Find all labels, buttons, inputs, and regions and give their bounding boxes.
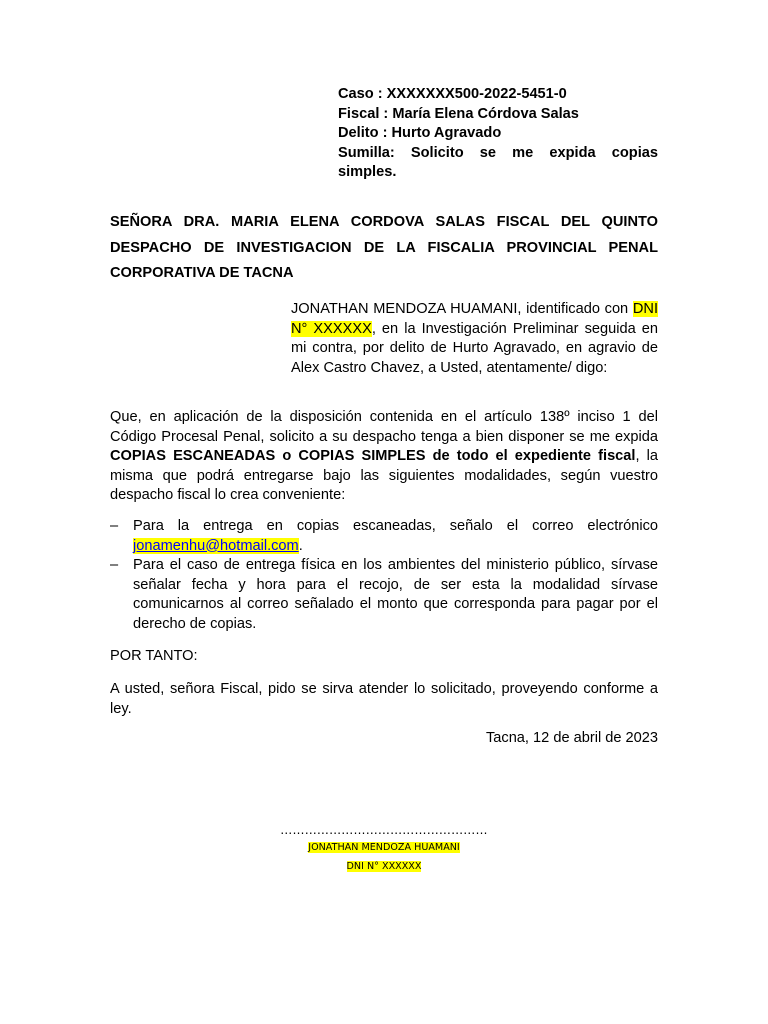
list-dash: –: [110, 557, 119, 573]
signature-line: ……………………………………………: [280, 823, 488, 837]
intro-text-2: , en la Investigación Preliminar seguida en mi contra, por delito de Hurto Agravado, en agravio de Alex Castro Chavez, a Usted, atentamente/ digo:: [291, 320, 658, 376]
signer-dni: DNI N° XXXXXX: [346, 861, 422, 872]
list-dash: –: [110, 518, 119, 534]
request-bold: COPIAS ESCANEADAS o COPIAS SIMPLES de todo el expediente fiscal: [110, 448, 636, 464]
email-link[interactable]: jonamenhu@hotmail.com: [133, 537, 299, 554]
addressee: SEÑORA DRA. MARIA ELENA CORDOVA SALAS FISCAL DEL QUINTO DESPACHO DE INVESTIGACION DE LA FISCALIA PROVINCIAL PENAL CORPORATIVA DE TACNA: [110, 214, 658, 281]
case-header: [338, 85, 658, 183]
por-tanto: POR TANTO:: [110, 648, 198, 664]
request-paragraph: [110, 408, 658, 506]
intro-text-1: JONATHAN MENDOZA HUAMANI, identificado con: [291, 301, 633, 317]
closing-paragraph: A usted, señora Fiscal, pido se sirva atender lo solicitado, proveyendo conforme a ley.: [110, 681, 658, 717]
document-date: Tacna, 12 de abril de 2023: [485, 730, 658, 746]
prosecutor-name: Fiscal : María Elena Córdova Salas: [338, 105, 579, 122]
summary: Sumilla: Solicito se me expida copias simples.: [338, 144, 658, 180]
list-item-text: Para el caso de entrega física en los ambientes del ministerio público, sírvase señalar fecha y hora para el recojo, de ser esta la modalidad sírvase comunicarnos al correo señalado el monto que corresponda para pagar por el derecho de copias.: [133, 557, 658, 632]
dni-highlight: DNI N° XXXXXX: [291, 301, 658, 337]
list-item-text: Para la entrega en copias escaneadas, señalo el correo electrónico: [133, 518, 658, 534]
list-item: [110, 517, 658, 556]
crime-type: Delito : Hurto Agravado: [338, 125, 502, 141]
list-item-end: .: [298, 537, 303, 554]
case-number: Caso : XXXXXXX500-2022-5451-0: [338, 86, 567, 102]
request-text-1: Que, en aplicación de la disposición contenida en el artículo 138º inciso 1 del Código Procesal Penal, solicito a su despacho tenga a bien disponer se me expida: [110, 409, 658, 445]
request-text-2: , la misma que podrá entregarse bajo las siguientes modalidades, según vuestro despacho fiscal lo crea conveniente:: [110, 448, 658, 503]
intro-paragraph: [291, 300, 658, 378]
signer-name: JONATHAN MENDOZA HUAMANI: [308, 842, 460, 853]
list-item: [110, 556, 658, 634]
signature-block: [230, 823, 538, 875]
delivery-options-list: [110, 517, 658, 634]
